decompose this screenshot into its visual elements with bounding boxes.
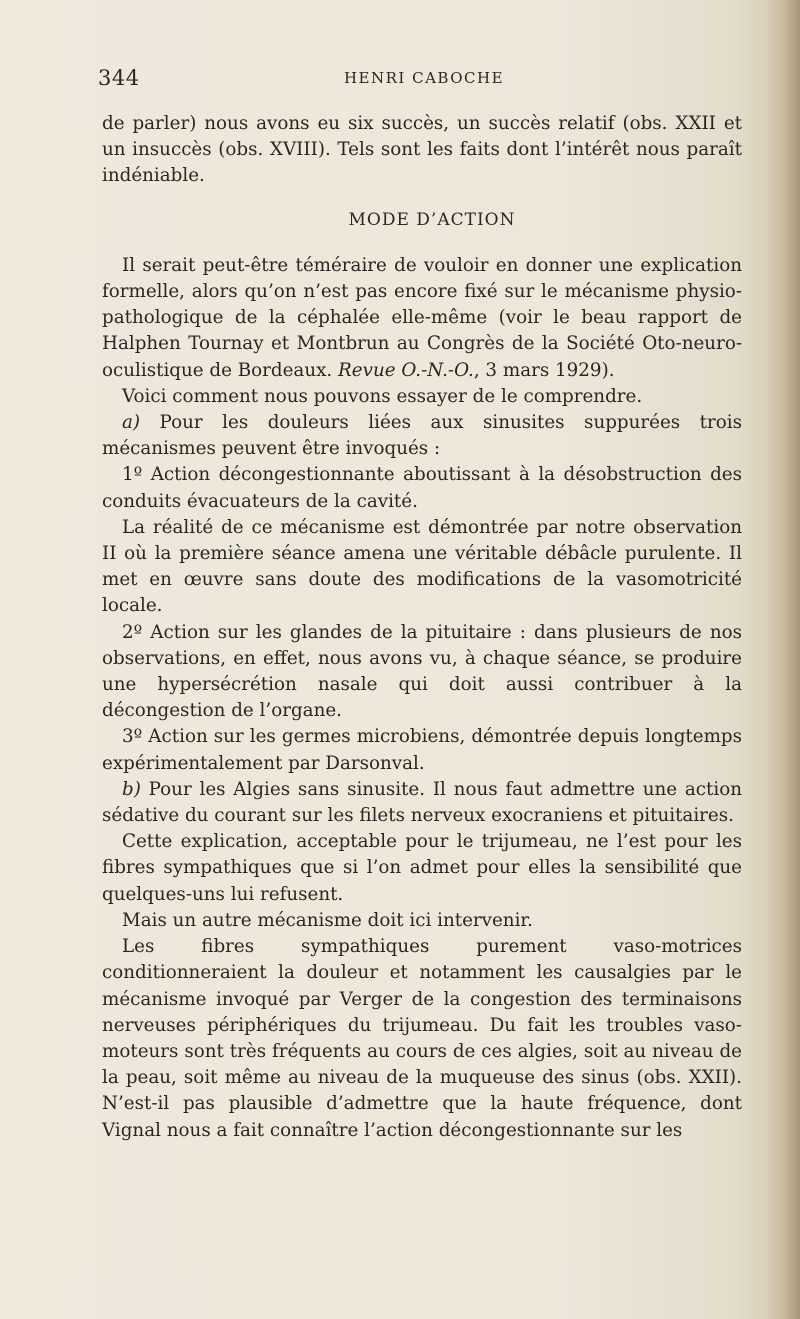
paragraph: 1º Action décongestionnante aboutissant à la désobstruction des conduits évacuateurs de la cavité. xyxy=(102,464,742,512)
section-heading: MODE D’ACTION xyxy=(348,209,516,230)
page-edge-shadow xyxy=(766,0,800,1319)
paragraph: 2º Action sur les glandes de la pituitaire : dans plusieurs de nos observations, en effet, nous avons vu, à chaque séance, se produire une hypersécrétion nasale qui doit aussi contribuer à la décongestion de l’organe. xyxy=(102,621,742,722)
paragraph-text: Pour les douleurs liées aux sinusites suppurées trois mécanismes peuvent être invoqués : xyxy=(102,412,742,460)
paragraph-text: Il serait peut-être téméraire de vouloir en donner une explication formelle, alors qu’on n’est pas encore fixé sur le mécanisme physio-pathologique de la céphalée elle-même (voir le beau rapport de Halphen Tournay et Montbrun au Congrès de la Société Oto-neuro-oculistique de Bordeaux. xyxy=(102,254,742,381)
paragraph xyxy=(102,410,742,462)
page-number: 344 xyxy=(98,66,140,90)
running-head: HENRI CABOCHE xyxy=(343,69,505,87)
item-label: b) xyxy=(122,778,141,800)
journal-title: Revue O.-N.-O. xyxy=(338,359,474,381)
item-label: a) xyxy=(122,412,141,434)
page-header xyxy=(98,66,740,90)
paragraph: La réalité de ce mécanisme est démontrée par notre observation II où la première séance amena une véritable débâcle purulente. Il met en œuvre sans doute des modifications de la vasomotricité locale. xyxy=(102,516,742,617)
paragraph xyxy=(102,253,742,384)
paragraph: 3º Action sur les germes microbiens, démontrée depuis longtemps expérimentalement par Darsonval. xyxy=(102,726,742,774)
paragraph xyxy=(102,777,742,829)
paragraph: Mais un autre mécanisme doit ici intervenir. xyxy=(122,909,533,931)
paragraph: Voici comment nous pouvons essayer de le comprendre. xyxy=(122,385,643,407)
body-text xyxy=(102,111,742,1144)
paragraph: Les fibres sympathiques purement vaso-motrices conditionneraient la douleur et notamment les causalgies par le mécanisme invoqué par Verger de la congestion des terminaisons nerveuses périphériques du trijumeau. Du fait les troubles vaso-moteurs sont très fréquents au cours de ces algies, soit au niveau de la peau, soit même au niveau de la muqueuse des sinus (obs. XXII). N’est-il pas plausible d’admettre que la haute fréquence, dont Vignal nous a fait connaître l’action décongestionnante sur les xyxy=(102,936,742,1141)
paragraph-continuation: de parler) nous avons eu six succès, un succès relatif (obs. XXII et un insuccès (obs. XVIII). Tels sont les faits dont l’intérêt nous paraît indéniable. xyxy=(102,113,742,187)
paragraph: Cette explication, acceptable pour le trijumeau, ne l’est pour les fibres sympathiques que si l’on admet pour elles la sensibilité que quelques-uns lui refusent. xyxy=(102,831,742,905)
paragraph-text: Pour les Algies sans sinusite. Il nous faut admettre une action sédative du courant sur les filets nerveux exocraniens et pituitaires. xyxy=(102,778,742,827)
paragraph-text: , 3 mars 1929). xyxy=(473,359,615,381)
